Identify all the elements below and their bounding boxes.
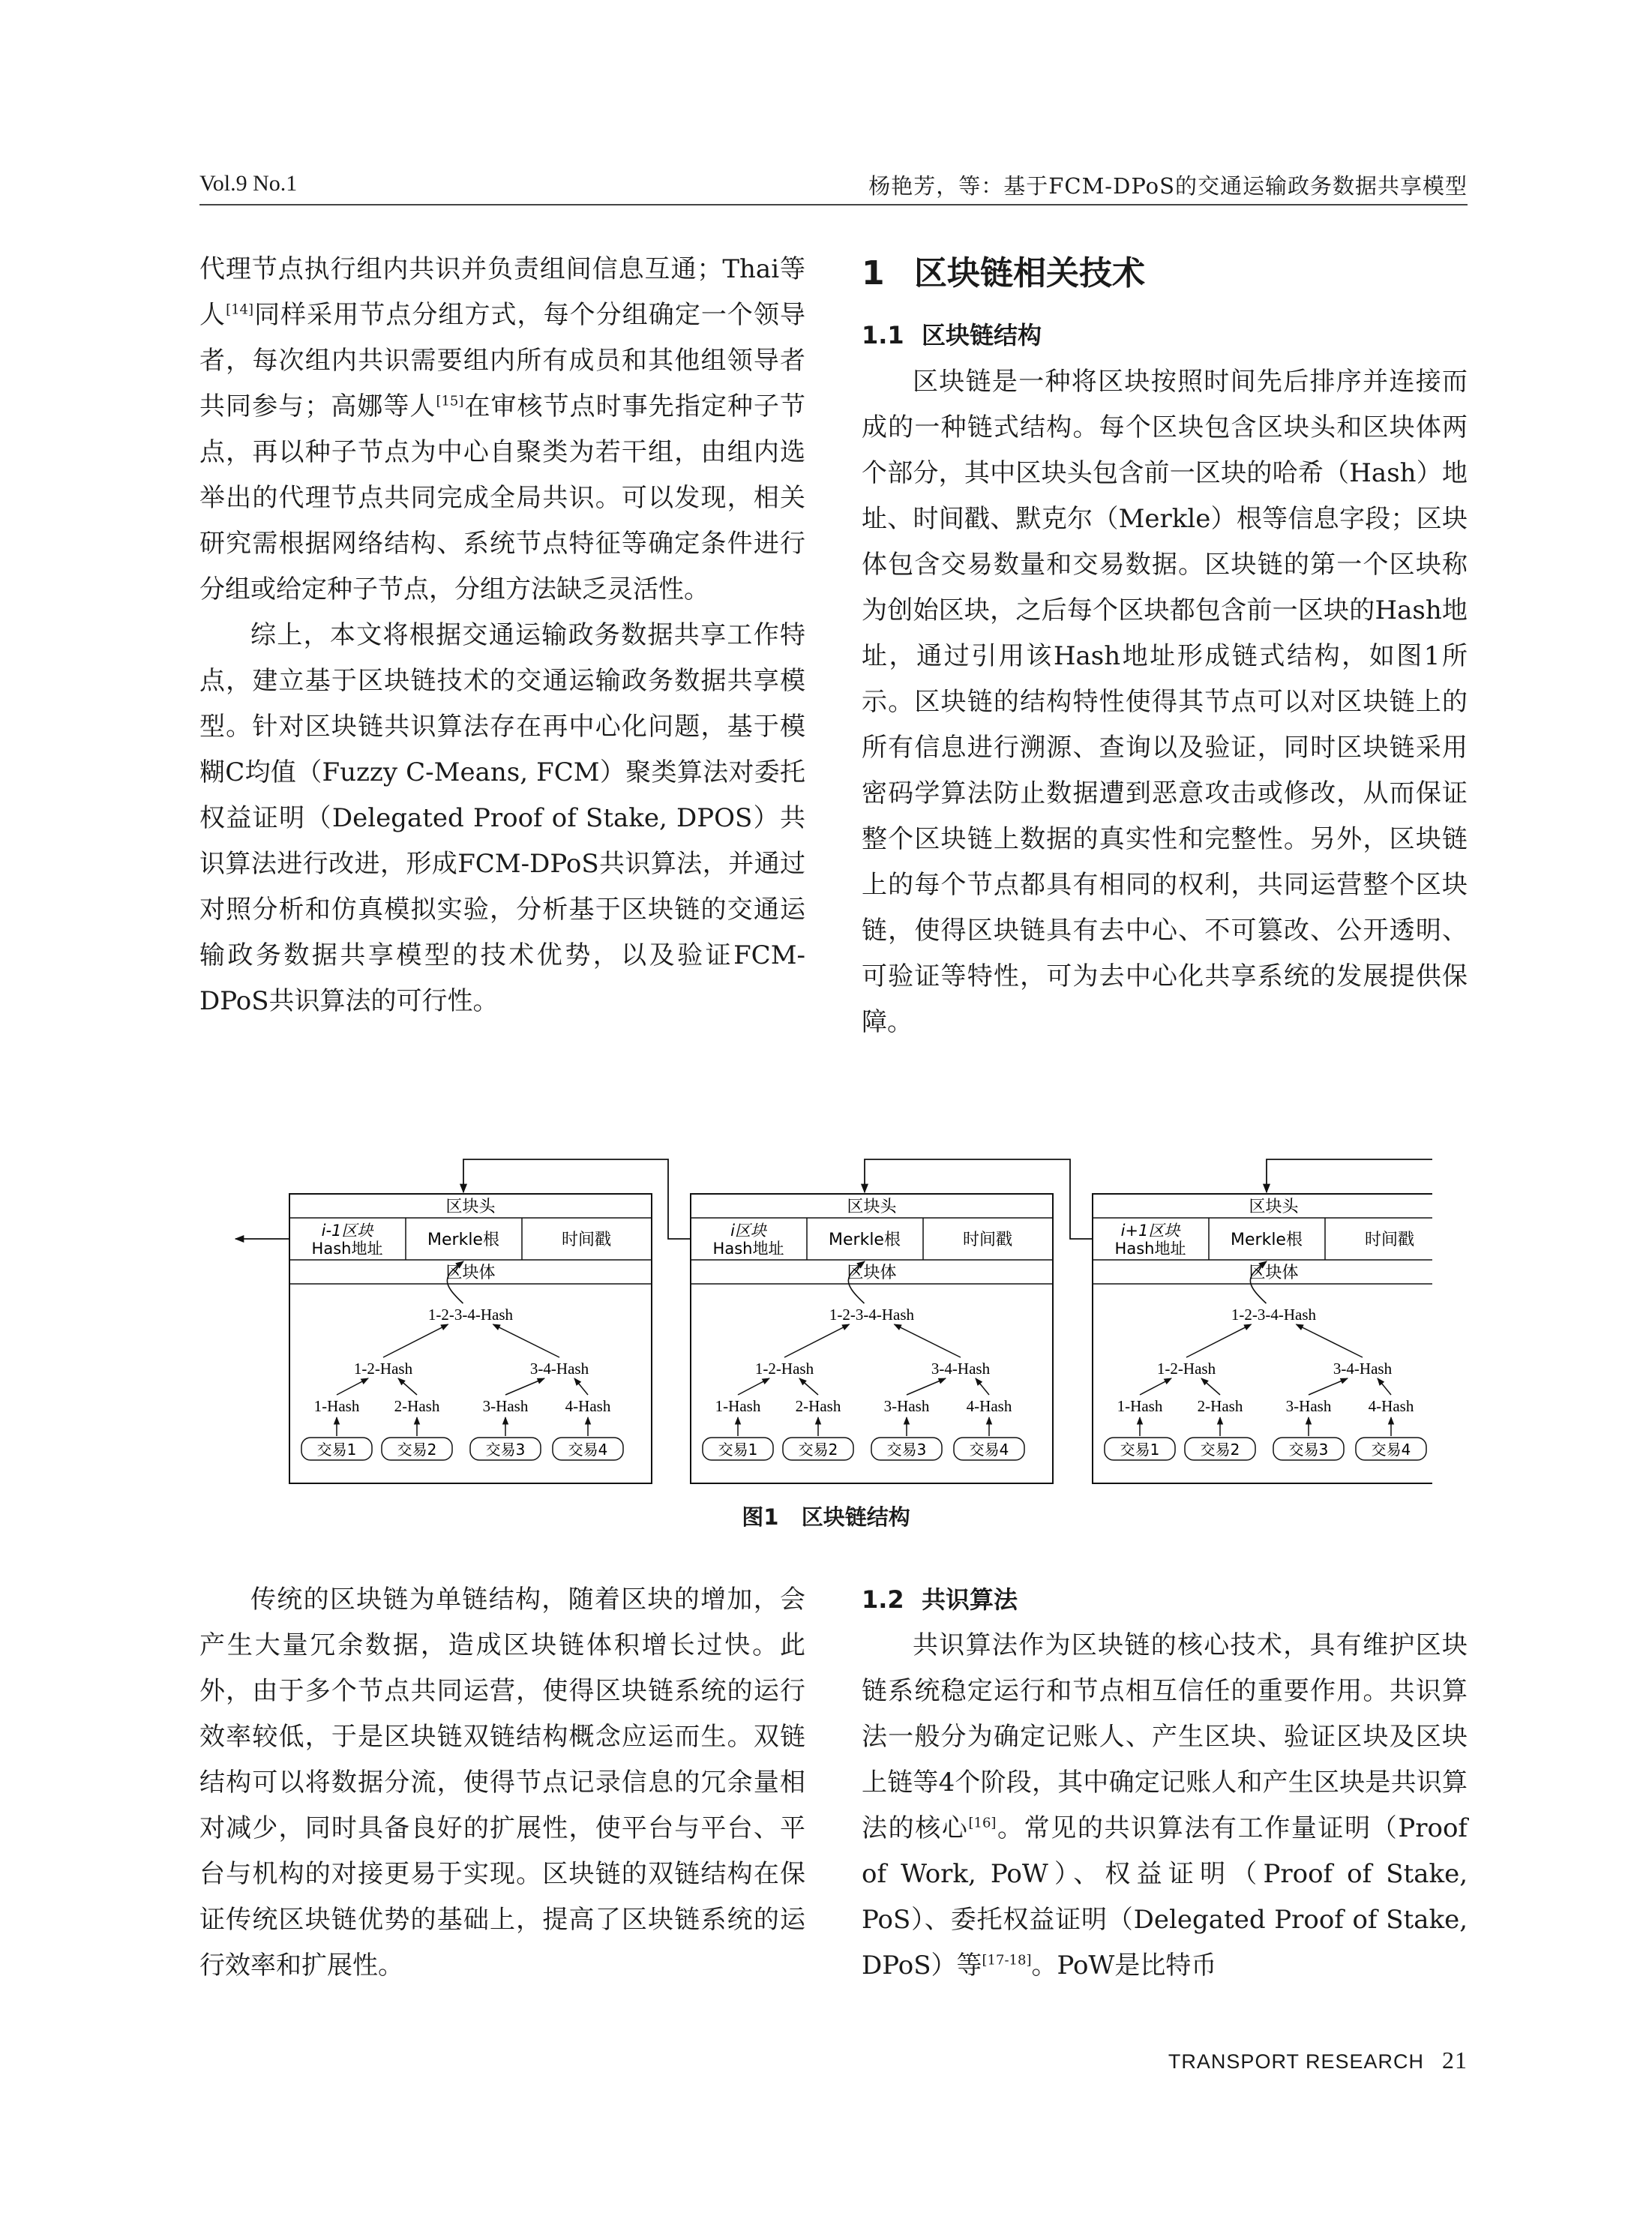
leaf-hash-node: 4-Hash [565,1397,611,1415]
right-column-bottom [862,1577,1468,1989]
citation: [14] [226,301,254,318]
transaction-label: 交易4 [568,1441,608,1459]
block-header-label: 区块头 [445,1198,496,1216]
transaction-label: 交易4 [969,1441,1009,1459]
paragraph: 区块链是一种将区块按照时间先后排序并连接而成的一种链式结构。每个区块包含区块头和区块体两个部分，其中区块头包含前一区块的哈希（Hash）地址、时间戳、默克尔（Merkle）根等信息字段；区块体包含交易数量和交易数据。区块链的第一个区块称为创始区块，之后每个区块都包含前一区块的Hash地址，通过引用该Hash地址形成链式结构，如图1所示。区块链的结构特性使得其节点可以对区块链上的所有信息进行溯源、查询以及验证，同时区块链采用密码学算法防止数据遭到恶意攻击或修改，从而保证整个区块链上数据的真实性和完整性。另外，区块链上的每个节点都具有相同的权利，共同运营整个区块链，使得区块链具有去中心、不可篡改、公开透明、可验证等特性，可为去中心化共享系统的发展提供保障。 [862,367,1468,1037]
mid-hash-node: 1-2-Hash [754,1360,814,1378]
block-header-label: 区块头 [1249,1198,1299,1216]
leaf-hash-node: 4-Hash [966,1397,1012,1415]
transaction-label: 交易1 [718,1441,758,1459]
text-run: 代理节点执行组内共识并负责组间信息互通； [199,254,723,284]
prev-hash-label-line2: Hash地址 [712,1240,784,1258]
timestamp-label: 时间戳 [561,1231,612,1249]
leaf-to-mid-arrow [1378,1378,1391,1395]
leaf-hash-node: 3-Hash [883,1397,930,1415]
prev-hash-label-line1: i-1区块 [321,1222,373,1240]
merkle-root-label: Merkle根 [427,1231,499,1249]
leaf-hash-node: 4-Hash [1368,1397,1414,1415]
mid-hash-node: 3-4-Hash [1333,1360,1393,1378]
transaction-label: 交易3 [485,1441,526,1459]
citation: [16] [968,1815,997,1831]
subsection-number: 1.1 [862,321,904,349]
prev-hash-label-line1: i+1区块 [1120,1222,1180,1240]
prev-hash-label-line2: Hash地址 [311,1240,383,1258]
transaction-label: 交易4 [1371,1441,1411,1459]
prev-link-arrow [463,1159,691,1239]
paragraph [199,247,805,613]
prev-hash-label-line2: Hash地址 [1114,1240,1186,1258]
block-header-label: 区块头 [847,1198,897,1216]
block-body-label: 区块体 [847,1264,897,1282]
paragraph: 传统的区块链为单链结构，随着区块的增加，会产生大量冗余数据，造成区块链体积增长过快。此外，由于多个节点共同运营，使得区块链系统的运行效率较低，于是区块链双链结构概念应运而生。双链结构可以将数据分流，使得节点记录信息的冗余量相对减少，同时具备良好的扩展性，使平台与平台、平台与机构的对接更易于实现。区块链的双链结构在保证传统区块链优势的基础上，提高了区块链系统的运行效率和扩展性。 [199,1585,805,1981]
text-run: 共识算法作为区块链的核心技术，具有维护区块链系统稳定运行和节点相互信任的重要作用。共识算法一般分为确定记账人、产生区块、验证区块及区块上链等4个阶段，其中确定记账人和产生区块是共识算法的核心 [862,1630,1468,1843]
leaf-hash-node: 2-Hash [1197,1397,1243,1415]
root-hash-node: 1-2-3-4-Hash [427,1306,514,1324]
subsection-title: 区块链结构 [922,321,1042,349]
page-footer [1168,2047,1468,2074]
section-heading [862,241,1468,307]
merkle-root-label: Merkle根 [1231,1231,1303,1249]
transaction-label: 交易2 [798,1441,838,1459]
leaf-to-mid-arrow [976,1378,989,1395]
leaf-hash-node: 2-Hash [394,1397,440,1415]
mid-to-root-arrow [895,1324,961,1357]
mid-to-root-arrow [493,1324,560,1357]
prev-hash-label-line1: i区块 [730,1222,766,1240]
leaf-to-mid-arrow [1140,1378,1171,1395]
block-body-label: 区块体 [445,1264,496,1282]
leaf-hash-node: 1-Hash [313,1397,360,1415]
transaction-label: 交易2 [1200,1441,1240,1459]
mid-to-root-arrow [784,1324,850,1357]
leaf-hash-node: 2-Hash [795,1397,841,1415]
merkle-root-label: Merkle根 [829,1231,901,1249]
text-run: 同样采用节点分组方式，每个分组确定一个领导者，每次组内共识需要组内所有成员和其他组领导者共同参与；高娜等人 [199,300,806,421]
citation: [17-18] [982,1952,1032,1969]
blockchain-structure-figure [225,1132,1432,1492]
figure-diagram [225,1132,1432,1492]
section-title: 区块链相关技术 [914,254,1145,292]
journal-name: TRANSPORT RESEARCH [1168,2050,1424,2073]
leaf-to-mid-arrow [574,1378,588,1395]
left-column-top [199,247,805,1024]
mid-hash-node: 1-2-Hash [1156,1360,1216,1378]
block-body-label: 区块体 [1249,1264,1299,1282]
page-number: 21 [1442,2047,1468,2074]
figure-caption [0,1501,1652,1531]
timestamp-label: 时间戳 [962,1231,1013,1249]
mid-hash-node: 3-4-Hash [931,1360,991,1378]
leaf-to-mid-arrow [505,1378,544,1395]
leaf-to-mid-arrow [907,1378,946,1395]
leaf-to-mid-arrow [337,1378,368,1395]
leaf-to-mid-arrow [1309,1378,1348,1395]
transaction-label: 交易3 [886,1441,927,1459]
section-number: 1 [862,254,885,292]
leaf-hash-node: 3-Hash [482,1397,529,1415]
subsection-heading [862,311,1468,359]
paragraph: 综上，本文将根据交通运输政务数据共享工作特点，建立基于区块链技术的交通运输政务数据共享模型。针对区块链共识算法存在再中心化问题，基于模糊C均值（Fuzzy C-Means, FCM）聚类算法对委托权益证明（Delegated Proof of Stake, DPOS）共识算法进行改进，形成FCM-DPoS共识算法，并通过对照分析和仿真模拟实验，分析基于区块链的交通运输政务数据共享模型的技术优势，以及验证FCM-DPoS共识算法的可行性。 [199,620,805,1016]
caption-number: 图1 [742,1504,779,1530]
text-run: 。PoW是比特币 [1031,1951,1217,1981]
transaction-label: 交易1 [316,1441,357,1459]
transaction-label: 交易2 [397,1441,437,1459]
leaf-to-mid-arrow [398,1378,417,1395]
transaction-label: 交易1 [1120,1441,1160,1459]
mid-to-root-arrow [1297,1324,1363,1357]
leaf-hash-node: 3-Hash [1285,1397,1332,1415]
leaf-to-mid-arrow [1201,1378,1220,1395]
subsection-heading [862,1577,1468,1623]
leaf-to-mid-arrow [799,1378,818,1395]
next-link-arrow [1267,1159,1432,1192]
caption-title: 区块链结构 [801,1504,910,1530]
root-hash-node: 1-2-3-4-Hash [1231,1306,1317,1324]
left-column-bottom [199,1577,805,1989]
text-run: 在审核节点时事先指定种子节点，再以种子节点为中心自聚类为若干组，由组内选举出的代理节点共同完成全局共识。可以发现，相关研究需根据网络结构、系统节点特征等确定条件进行分组或给定种子节点，分组方法缺乏灵活性。 [199,391,806,604]
subsection-title: 共识算法 [922,1585,1018,1614]
mid-to-root-arrow [1186,1324,1252,1357]
mid-to-root-arrow [383,1324,448,1357]
journal-issue: Vol.9 No.1 [199,171,298,196]
leaf-hash-node: 1-Hash [1117,1397,1163,1415]
header-rule [199,204,1468,205]
leaf-to-mid-arrow [738,1378,769,1395]
subsection-number: 1.2 [862,1585,904,1614]
mid-hash-node: 3-4-Hash [529,1360,589,1378]
root-hash-node: 1-2-3-4-Hash [829,1306,915,1324]
running-title: 杨艳芳，等：基于FCM-DPoS的交通运输政务数据共享模型 [868,173,1468,199]
transaction-label: 交易3 [1288,1441,1329,1459]
text-run: Thai等人 [199,254,805,330]
citation: [15] [436,393,464,409]
leaf-hash-node: 1-Hash [715,1397,761,1415]
paragraph [862,1623,1468,1989]
mid-hash-node: 1-2-Hash [353,1360,413,1378]
timestamp-label: 时间戳 [1364,1231,1415,1249]
right-column-top [862,241,1468,1045]
prev-link-arrow [865,1159,1093,1239]
text-run: 。常见的共识算法有工作量证明（Proof of Work, PoW）、权益证明（Proof of Stake, PoS）、委托权益证明（Delegated Proof of Stake, DPoS）等 [862,1813,1468,1981]
